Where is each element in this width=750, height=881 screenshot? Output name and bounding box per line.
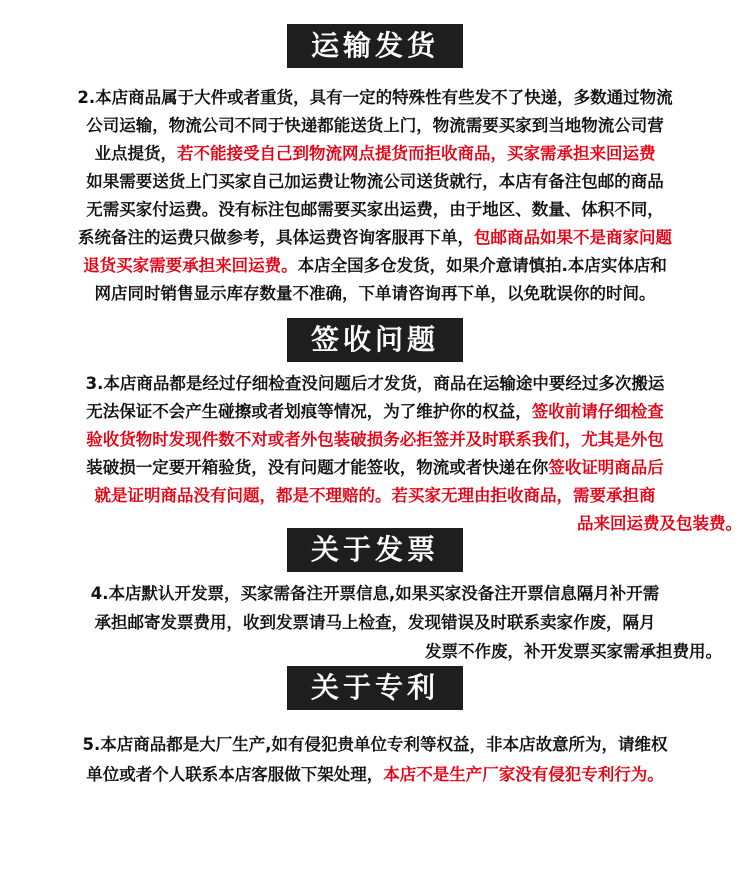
- invoice-line-1: 4.本店默认开发票，买家需备注开票信息,如果买家没备注开票信息隔月补开需: [90, 584, 660, 603]
- section-title-receipt: 签收问题: [287, 318, 463, 362]
- receipt-line-1: 3.本店商品都是经过仔细检查没问题后才发货，商品在运输途中要经过多次搬运: [85, 374, 665, 393]
- shipping-paragraph: [0, 84, 750, 308]
- patent-line-1: 5.本店商品都是大厂生产,如有侵犯贵单位专利等权益，非本店故意所为，请维权: [82, 735, 668, 754]
- shipping-line-2: 公司运输，物流公司不同于快递都能送货上门，物流需要买家到当地物流公司营: [86, 116, 664, 135]
- invoice-line-3: 发票不作废，补开发票买家需承担费用。: [425, 642, 722, 661]
- receipt-line-3: 验收货物时发现件数不对或者外包装破损务必拒签并及时联系我们，尤其是外包: [86, 430, 664, 449]
- patent-paragraph: [0, 730, 750, 790]
- section-title-shipping: 运输发货: [287, 24, 463, 68]
- shipping-line-3: 业点提货，若不能接受自己到物流网点提货而拒收商品，买家需承担来回运费: [94, 144, 656, 163]
- shipping-line-7: 退货买家需要承担来回运费。本店全国多仓发货，如果介意请慎拍.本店实体店和: [83, 256, 667, 275]
- section-title-patent: 关于专利: [287, 666, 463, 710]
- invoice-line-2: 承担邮寄发票费用，收到发票请马上检查，发现错误及时联系卖家作废，隔月: [94, 613, 656, 632]
- receipt-line-2: 无法保证不会产生碰擦或者划痕等情况，为了维护你的权益，签收前请仔细检查: [86, 402, 664, 421]
- shipping-line-1: 2.本店商品属于大件或者重货，具有一定的特殊性有些发不了快递，多数通过物流: [77, 88, 673, 107]
- invoice-paragraph: [0, 579, 750, 666]
- shipping-line-5: 无需买家付运费。没有标注包邮需要买家出运费，由于地区、数量、体积不同，: [86, 200, 664, 219]
- receipt-line-6: 品来回运费及包装费。: [577, 514, 742, 533]
- shipping-line-6: 系统备注的运费只做参考，具体运费咨询客服再下单，包邮商品如果不是商家问题: [78, 228, 672, 247]
- section-title-invoice: 关于发票: [287, 528, 463, 572]
- receipt-line-4: 装破损一定要开箱验货，没有问题才能签收，物流或者快递在你签收证明商品后: [86, 458, 664, 477]
- patent-line-2: 单位或者个人联系本店客服做下架处理，本店不是生产厂家没有侵犯专利行为。: [86, 765, 664, 784]
- receipt-paragraph: [0, 370, 750, 538]
- receipt-line-5: 就是证明商品没有问题，都是不理赔的。若买家无理由拒收商品，需要承担商: [94, 486, 656, 505]
- shipping-line-4: 如果需要送货上门买家自己加运费让物流公司送货就行，本店有备注包邮的商品: [86, 172, 664, 191]
- shipping-line-8: 网店同时销售显示库存数量不准确，下单请咨询再下单，以免耽误你的时间。: [94, 284, 656, 303]
